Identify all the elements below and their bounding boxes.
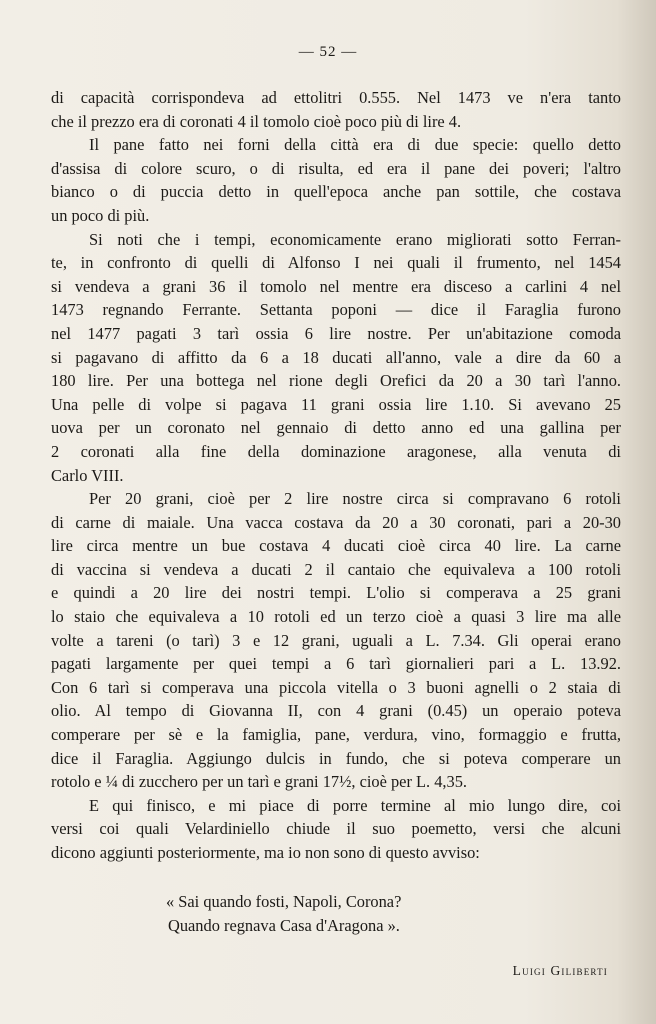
- text-line: Per 20 grani, cioè per 2 lire nostre circa si compravano 6 rotoli: [89, 489, 621, 509]
- text-line: olio. Al tempo di Giovanna II, con 4 grani (0.45) un operaio poteva: [51, 701, 621, 721]
- text-line: 180 lire. Per una bottega nel rione degli Orefici da 20 a 30 tarì l'anno.: [51, 371, 621, 391]
- text-line: di capacità corrispondeva ad ettolitri 0.555. Nel 1473 ve n'era tanto: [51, 88, 621, 107]
- text-line: di vaccina si vendeva a ducati 2 il cantaio che equivaleva a 100 rotoli: [51, 559, 621, 579]
- text-line: pagati largamente per quei tempi a 6 tarì giornalieri pari a L. 13.92.: [51, 654, 621, 674]
- text-line: si pagavano di affitto da 6 a 18 ducati all'anno, vale a dire da 60 a: [51, 347, 621, 367]
- text-line: Si noti che i tempi, economicamente erano migliorati sotto Ferran-: [89, 229, 621, 249]
- text-line: un poco di più.: [51, 205, 150, 225]
- text-line: Carlo VIII.: [51, 465, 124, 485]
- text-line: bianco o di puccia detto in quell'epoca anche pan sottile, che costava: [51, 182, 621, 202]
- text-line: 1473 regnando Ferrante. Settanta poponi — dice il Faraglia furono: [51, 300, 621, 320]
- verse-line: Quando regnava Casa d'Aragona ».: [168, 915, 400, 935]
- text-line: e quindi a 20 lire dei nostri tempi. L'olio si comperava a 25 grani: [51, 583, 621, 603]
- text-line: dicono aggiunti posteriormente, ma io non sono di questo avviso:: [51, 843, 480, 862]
- text-line: versi coi quali Velardiniello chiude il suo poemetto, versi che alcuni: [51, 819, 621, 839]
- text-line: dice il Faraglia. Aggiungo dulcis in fundo, che si poteva comperare un: [51, 748, 621, 768]
- text-line: nel 1477 pagati 3 tarì ossia 6 lire nostre. Per un'abitazione comoda: [51, 323, 621, 343]
- text-line: te, in confronto di quelli di Alfonso I nei quali il frumento, nel 1454: [51, 253, 621, 273]
- text-line: comperare per sè e la famiglia, pane, verdura, vino, formaggio e frutta,: [51, 725, 621, 745]
- text-line: che il prezzo era di coronati 4 il tomolo cioè poco più di lire 4.: [51, 111, 462, 131]
- text-line: Il pane fatto nei forni della città era di due specie: quello detto: [89, 135, 621, 155]
- text-line: Una pelle di volpe si pagava 11 grani ossia lire 1.10. Si avevano 25: [51, 394, 621, 414]
- body-text: [51, 86, 621, 865]
- author-signature: Luigi Giliberti: [512, 963, 608, 978]
- text-line: rotolo e ¼ di zucchero per un tarì e grani 17½, cioè per L. 4,35.: [51, 772, 467, 792]
- text-line: volte a tareni (o tarì) 3 e 12 grani, uguali a L. 7.34. Gli operai erano: [51, 630, 621, 650]
- text-line: lire circa mentre un bue costava 4 ducati cioè circa 40 lire. La carne: [51, 536, 621, 556]
- text-line: 2 coronati alla fine della dominazione aragonese, alla venuta di: [51, 441, 621, 461]
- text-line: lo staio che equivaleva a 10 rotoli ed un terzo cioè a quasi 3 lire ma alle: [51, 607, 621, 627]
- text-line: di carne di maiale. Una vacca costava da 20 a 30 coronati, pari a 20-30: [51, 512, 621, 532]
- verse-line: « Sai quando fosti, Napoli, Corona?: [166, 892, 402, 911]
- text-line: E qui finisco, e mi piace di porre termine al mio lungo dire, coi: [89, 795, 621, 815]
- text-line: uova per un coronato nel gennaio di detto anno ed una gallina per: [51, 418, 621, 438]
- text-line: Con 6 tarì si comperava una piccola vitella o 3 buoni agnelli o 2 staia di: [51, 677, 621, 697]
- page-number: — 52 —: [298, 44, 358, 60]
- text-line: d'assisa di colore scuro, o di risulta, ed era il pane dei poveri; l'altro: [51, 158, 621, 178]
- verse-quote: [166, 890, 401, 937]
- text-line: si vendeva a grani 36 il tomolo nel mentre era disceso a carlini 4 nel: [51, 276, 621, 296]
